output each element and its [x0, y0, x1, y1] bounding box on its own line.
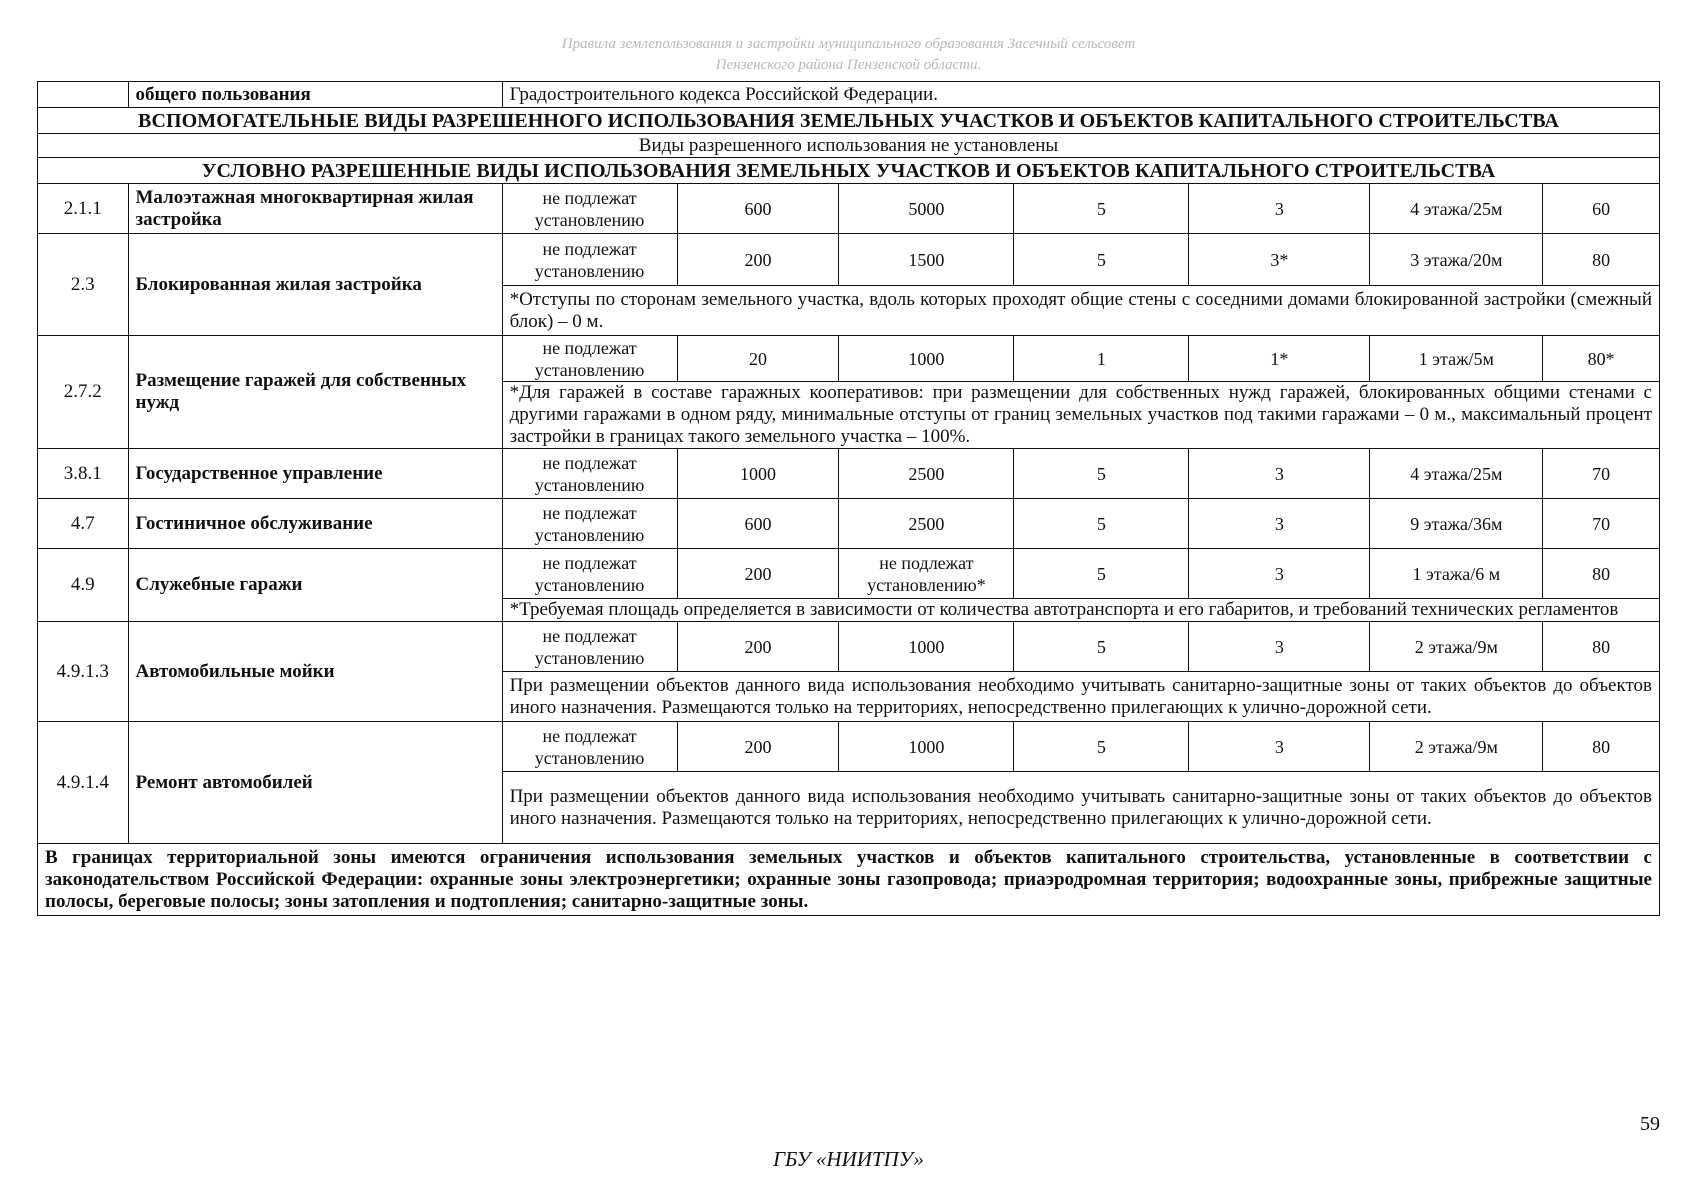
- code-cell: 4.9.1.4: [38, 722, 129, 844]
- table-row: [38, 622, 1660, 672]
- setback-cell: 3: [1189, 722, 1370, 772]
- min-area-cell: 1000: [677, 449, 839, 499]
- code-cell: [38, 82, 129, 108]
- setback-cell: 3: [1189, 449, 1370, 499]
- max-height-cell: 9 этажа/36м: [1370, 499, 1543, 549]
- min-setback-cell: 5: [1014, 499, 1189, 549]
- max-plots-count-cell: не подлежат установлению: [502, 449, 677, 499]
- min-setback-cell: 5: [1014, 549, 1189, 599]
- min-setback-cell: 5: [1014, 449, 1189, 499]
- max-area-cell: не подлежат установлению*: [839, 549, 1014, 599]
- description-cell: Градостроительного кодекса Российской Федерации.: [502, 82, 1659, 108]
- note-cell: При размещении объектов данного вида использования необходимо учитывать санитарно-защитные зоны от таких объектов до объектов иного назначения. Размещаются только на территориях, непосредственно прилегающих к улично-дорожной сети.: [502, 772, 1659, 844]
- use-name-cell: общего пользования: [128, 82, 502, 108]
- setback-cell: 1*: [1189, 336, 1370, 382]
- max-coverage-cell: 80*: [1543, 336, 1660, 382]
- note-cell: *Для гаражей в составе гаражных кооперативов: при размещении для собственных нужд гаражей, блокированных общими стенами с другими гаражами в одном ряду, минимальные отступы от границ земельных участков под такими гаражами – 0 м., максимальный процент застройки в границах такого земельного участка – 100%.: [502, 382, 1659, 449]
- max-coverage-cell: 70: [1543, 449, 1660, 499]
- max-area-cell: 1000: [839, 722, 1014, 772]
- table-row: [38, 82, 1660, 108]
- max-height-cell: 3 этажа/20м: [1370, 234, 1543, 286]
- max-plots-count-cell: не подлежат установлению: [502, 184, 677, 234]
- code-cell: 2.3: [38, 234, 129, 336]
- max-area-cell: 2500: [839, 449, 1014, 499]
- use-name-cell: Ремонт автомобилей: [128, 722, 502, 844]
- max-height-cell: 1 этажа/6 м: [1370, 549, 1543, 599]
- setback-cell: 3: [1189, 622, 1370, 672]
- min-area-cell: 200: [677, 622, 839, 672]
- min-area-cell: 200: [677, 722, 839, 772]
- code-cell: 3.8.1: [38, 449, 129, 499]
- section-header-row: [38, 158, 1660, 184]
- setback-cell: 3: [1189, 184, 1370, 234]
- max-coverage-cell: 80: [1543, 622, 1660, 672]
- use-name-cell: Размещение гаражей для собственных нужд: [128, 336, 502, 449]
- section-title-conditional: УСЛОВНО РАЗРЕШЕННЫЕ ВИДЫ ИСПОЛЬЗОВАНИЯ ЗЕМЕЛЬНЫХ УЧАСТКОВ И ОБЪЕКТОВ КАПИТАЛЬНОГО СТРОИТЕЛЬСТВА: [38, 158, 1660, 184]
- use-name-cell: Государственное управление: [128, 449, 502, 499]
- code-cell: 2.1.1: [38, 184, 129, 234]
- running-header-line-1: Правила землепользования и застройки муниципального образования Засечный сельсовет: [561, 36, 1136, 52]
- max-plots-count-cell: не подлежат установлению: [502, 234, 677, 286]
- footer-organization: ГБУ «НИИТПУ»: [773, 1147, 924, 1171]
- min-setback-cell: 5: [1014, 722, 1189, 772]
- table-row: [38, 499, 1660, 549]
- use-name-cell: Служебные гаражи: [128, 549, 502, 622]
- table-row: [38, 234, 1660, 286]
- use-name-cell: Блокированная жилая застройка: [128, 234, 502, 336]
- table-row: [38, 844, 1660, 916]
- max-area-cell: 1000: [839, 336, 1014, 382]
- table-row: [38, 134, 1660, 158]
- min-area-cell: 20: [677, 336, 839, 382]
- max-plots-count-cell: не подлежат установлению: [502, 336, 677, 382]
- table-row: [38, 549, 1660, 599]
- code-cell: 4.9.1.3: [38, 622, 129, 722]
- table-row: [38, 449, 1660, 499]
- page-number: 59: [1640, 1113, 1660, 1135]
- max-area-cell: 5000: [839, 184, 1014, 234]
- max-area-cell: 1500: [839, 234, 1014, 286]
- min-area-cell: 200: [677, 234, 839, 286]
- use-name-cell: Малоэтажная многоквартирная жилая застройка: [128, 184, 502, 234]
- max-plots-count-cell: не подлежат установлению: [502, 622, 677, 672]
- max-coverage-cell: 80: [1543, 549, 1660, 599]
- min-setback-cell: 1: [1014, 336, 1189, 382]
- max-height-cell: 4 этажа/25м: [1370, 449, 1543, 499]
- note-cell: *Отступы по сторонам земельного участка, вдоль которых проходят общие стены с соседними домами блокированной застройки (смежный блок) – 0 м.: [502, 286, 1659, 336]
- max-area-cell: 1000: [839, 622, 1014, 672]
- min-setback-cell: 5: [1014, 622, 1189, 672]
- max-coverage-cell: 80: [1543, 234, 1660, 286]
- max-coverage-cell: 60: [1543, 184, 1660, 234]
- auxiliary-note: Виды разрешенного использования не установлены: [38, 134, 1660, 158]
- table-row: [38, 336, 1660, 382]
- use-name-cell: Гостиничное обслуживание: [128, 499, 502, 549]
- max-area-cell: 2500: [839, 499, 1014, 549]
- use-name-cell: Автомобильные мойки: [128, 622, 502, 722]
- setback-cell: 3*: [1189, 234, 1370, 286]
- max-height-cell: 2 этажа/9м: [1370, 622, 1543, 672]
- max-height-cell: 2 этажа/9м: [1370, 722, 1543, 772]
- max-coverage-cell: 70: [1543, 499, 1660, 549]
- code-cell: 4.9: [38, 549, 129, 622]
- code-cell: 4.7: [38, 499, 129, 549]
- land-use-table: [37, 81, 1660, 916]
- restrictions-text: В границах территориальной зоны имеются ограничения использования земельных участков и объектов капитального строительства, установленные в соответствии с законодательством Российской Федерации: охранные зоны электроэнергетики; охранные зоны газопровода; приаэродромная территория; водоохранные зоны, прибрежные защитные полосы, береговые полосы; зоны затопления и подтопления; санитарно-защитные зоны.: [38, 844, 1660, 916]
- min-setback-cell: 5: [1014, 184, 1189, 234]
- conditional-uses-rows: [38, 184, 1660, 844]
- section-title-auxiliary: ВСПОМОГАТЕЛЬНЫЕ ВИДЫ РАЗРЕШЕННОГО ИСПОЛЬЗОВАНИЯ ЗЕМЕЛЬНЫХ УЧАСТКОВ И ОБЪЕКТОВ КАПИТАЛЬНОГО СТРОИТЕЛЬСТВА: [38, 108, 1660, 134]
- min-area-cell: 600: [677, 184, 839, 234]
- max-plots-count-cell: не подлежат установлению: [502, 499, 677, 549]
- min-setback-cell: 5: [1014, 234, 1189, 286]
- max-plots-count-cell: не подлежат установлению: [502, 549, 677, 599]
- note-cell: *Требуемая площадь определяется в зависимости от количества автотранспорта и его габаритов, и требований технических регламентов: [502, 599, 1659, 622]
- table-row: [38, 722, 1660, 772]
- setback-cell: 3: [1189, 549, 1370, 599]
- note-cell: При размещении объектов данного вида использования необходимо учитывать санитарно-защитные зоны от таких объектов до объектов иного назначения. Размещаются только на территориях, непосредственно прилегающих к улично-дорожной сети.: [502, 672, 1659, 722]
- code-cell: 2.7.2: [38, 336, 129, 449]
- max-height-cell: 1 этаж/5м: [1370, 336, 1543, 382]
- running-header-line-2: Пензенского района Пензенской области.: [715, 57, 982, 73]
- min-area-cell: 200: [677, 549, 839, 599]
- min-area-cell: 600: [677, 499, 839, 549]
- max-height-cell: 4 этажа/25м: [1370, 184, 1543, 234]
- setback-cell: 3: [1189, 499, 1370, 549]
- max-plots-count-cell: не подлежат установлению: [502, 722, 677, 772]
- max-coverage-cell: 80: [1543, 722, 1660, 772]
- table-row: [38, 184, 1660, 234]
- section-header-row: [38, 108, 1660, 134]
